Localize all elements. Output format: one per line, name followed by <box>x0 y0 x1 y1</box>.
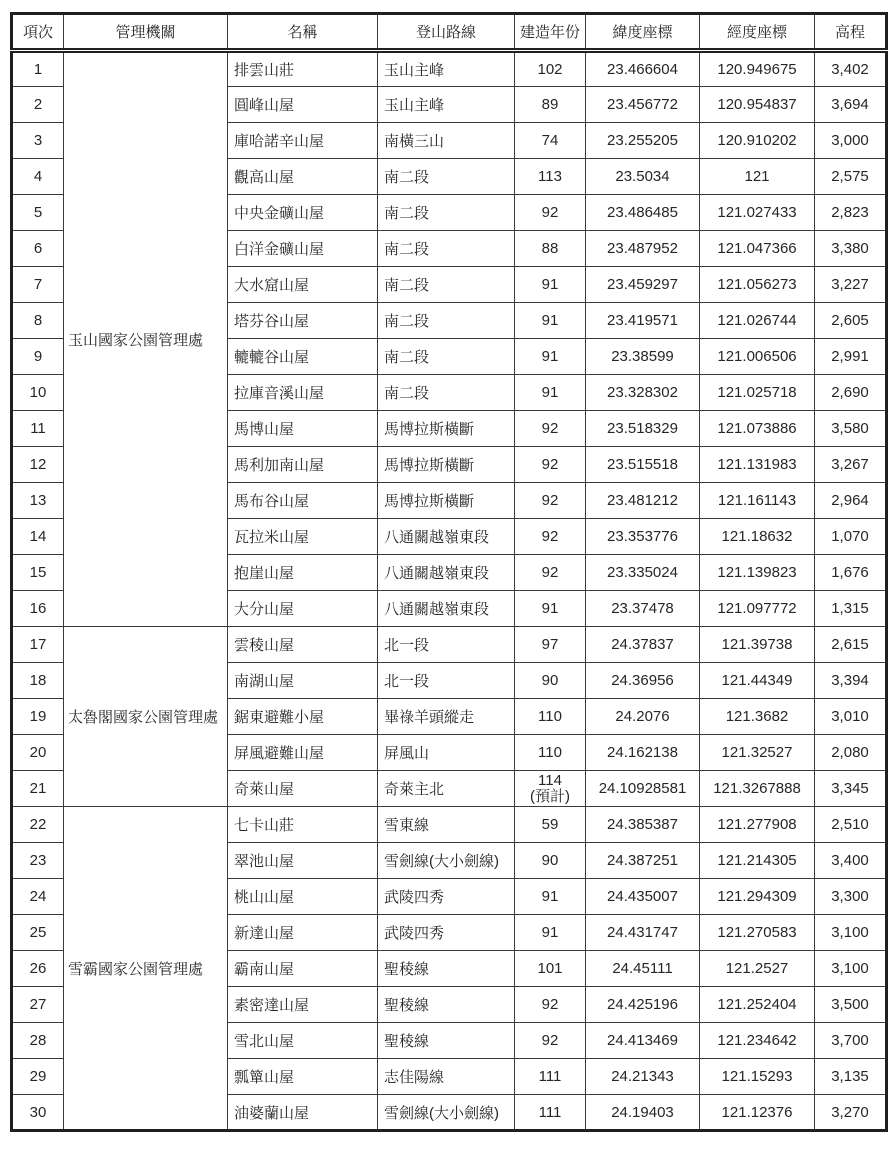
cell-latitude: 24.387251 <box>586 843 700 879</box>
cell-elevation: 3,345 <box>815 771 887 807</box>
cell-item-no: 19 <box>12 699 64 735</box>
cell-hut-name: 翠池山屋 <box>228 843 378 879</box>
cell-latitude: 23.328302 <box>586 375 700 411</box>
cell-longitude: 121.006506 <box>700 339 815 375</box>
cell-elevation: 2,964 <box>815 483 887 519</box>
cell-hut-name: 馬博山屋 <box>228 411 378 447</box>
cell-year: 114 (預計) <box>515 771 586 807</box>
cell-longitude: 121.39738 <box>700 627 815 663</box>
cell-longitude: 121.3682 <box>700 699 815 735</box>
cell-route: 八通關越嶺東段 <box>378 519 515 555</box>
cell-item-no: 1 <box>12 51 64 87</box>
cell-longitude: 121.161143 <box>700 483 815 519</box>
cell-latitude: 23.481212 <box>586 483 700 519</box>
col-header-lat: 緯度座標 <box>586 14 700 51</box>
cell-route: 南二段 <box>378 195 515 231</box>
cell-hut-name: 屏風避難山屋 <box>228 735 378 771</box>
cell-route: 南橫三山 <box>378 123 515 159</box>
cell-hut-name: 奇萊山屋 <box>228 771 378 807</box>
col-header-no: 項次 <box>12 14 64 51</box>
cell-elevation: 1,070 <box>815 519 887 555</box>
cell-item-no: 17 <box>12 627 64 663</box>
cell-elevation: 3,400 <box>815 843 887 879</box>
cell-longitude: 121.32527 <box>700 735 815 771</box>
cell-latitude: 23.466604 <box>586 51 700 87</box>
cell-item-no: 23 <box>12 843 64 879</box>
cell-longitude: 121.18632 <box>700 519 815 555</box>
cell-latitude: 24.19403 <box>586 1095 700 1131</box>
cell-item-no: 15 <box>12 555 64 591</box>
cell-year: 92 <box>515 447 586 483</box>
cell-elevation: 1,676 <box>815 555 887 591</box>
cell-hut-name: 雲稜山屋 <box>228 627 378 663</box>
cell-route: 玉山主峰 <box>378 51 515 87</box>
cell-elevation: 3,300 <box>815 879 887 915</box>
cell-year: 74 <box>515 123 586 159</box>
cell-item-no: 12 <box>12 447 64 483</box>
cell-longitude: 121.3267888 <box>700 771 815 807</box>
cell-latitude: 24.385387 <box>586 807 700 843</box>
cell-elevation: 2,605 <box>815 303 887 339</box>
cell-latitude: 24.45111 <box>586 951 700 987</box>
cell-hut-name: 中央金礦山屋 <box>228 195 378 231</box>
cell-latitude: 23.37478 <box>586 591 700 627</box>
cell-latitude: 23.456772 <box>586 87 700 123</box>
cell-hut-name: 大分山屋 <box>228 591 378 627</box>
cell-hut-name: 排雲山莊 <box>228 51 378 87</box>
cell-latitude: 23.487952 <box>586 231 700 267</box>
cell-latitude: 24.413469 <box>586 1023 700 1059</box>
cell-elevation: 3,227 <box>815 267 887 303</box>
cell-year: 91 <box>515 375 586 411</box>
cell-item-no: 24 <box>12 879 64 915</box>
cell-item-no: 18 <box>12 663 64 699</box>
cell-longitude: 121.047366 <box>700 231 815 267</box>
cell-route: 南二段 <box>378 231 515 267</box>
cell-hut-name: 白洋金礦山屋 <box>228 231 378 267</box>
cell-hut-name: 庫哈諾辛山屋 <box>228 123 378 159</box>
cell-year: 110 <box>515 735 586 771</box>
cell-hut-name: 桃山山屋 <box>228 879 378 915</box>
cell-hut-name: 南湖山屋 <box>228 663 378 699</box>
cell-item-no: 13 <box>12 483 64 519</box>
cell-item-no: 8 <box>12 303 64 339</box>
cell-item-no: 4 <box>12 159 64 195</box>
cell-elevation: 3,010 <box>815 699 887 735</box>
cell-hut-name: 素密達山屋 <box>228 987 378 1023</box>
cell-elevation: 2,991 <box>815 339 887 375</box>
cell-latitude: 23.419571 <box>586 303 700 339</box>
cell-route: 南二段 <box>378 267 515 303</box>
cell-elevation: 3,100 <box>815 915 887 951</box>
cell-year: 92 <box>515 483 586 519</box>
cell-hut-name: 轆轆谷山屋 <box>228 339 378 375</box>
table-row <box>12 807 887 843</box>
cell-route: 南二段 <box>378 159 515 195</box>
cell-year: 110 <box>515 699 586 735</box>
cell-hut-name: 油婆蘭山屋 <box>228 1095 378 1131</box>
cell-year: 90 <box>515 663 586 699</box>
cell-elevation: 2,690 <box>815 375 887 411</box>
cell-route: 南二段 <box>378 375 515 411</box>
cell-route: 聖稜線 <box>378 1023 515 1059</box>
col-header-route: 登山路線 <box>378 14 515 51</box>
cell-elevation: 3,270 <box>815 1095 887 1131</box>
cell-year: 89 <box>515 87 586 123</box>
cell-latitude: 24.2076 <box>586 699 700 735</box>
cell-longitude: 121.097772 <box>700 591 815 627</box>
cell-item-no: 6 <box>12 231 64 267</box>
cell-hut-name: 馬布谷山屋 <box>228 483 378 519</box>
cell-elevation: 3,380 <box>815 231 887 267</box>
cell-longitude: 121.270583 <box>700 915 815 951</box>
cell-year: 91 <box>515 915 586 951</box>
cell-year: 97 <box>515 627 586 663</box>
cell-route: 武陵四秀 <box>378 879 515 915</box>
cell-route: 北一段 <box>378 627 515 663</box>
cell-longitude: 120.954837 <box>700 87 815 123</box>
cell-hut-name: 拉庫音溪山屋 <box>228 375 378 411</box>
cell-elevation: 3,100 <box>815 951 887 987</box>
cell-item-no: 14 <box>12 519 64 555</box>
cell-longitude: 121.056273 <box>700 267 815 303</box>
cell-latitude: 24.431747 <box>586 915 700 951</box>
cell-longitude: 121 <box>700 159 815 195</box>
cell-agency: 雪霸國家公園管理處 <box>64 807 228 1131</box>
cell-year: 90 <box>515 843 586 879</box>
cell-agency: 玉山國家公園管理處 <box>64 51 228 627</box>
cell-year: 91 <box>515 879 586 915</box>
cell-longitude: 121.131983 <box>700 447 815 483</box>
cell-route: 雪劍線(大小劍線) <box>378 843 515 879</box>
cell-year: 91 <box>515 339 586 375</box>
table-header <box>12 14 887 51</box>
cell-item-no: 28 <box>12 1023 64 1059</box>
cell-elevation: 2,080 <box>815 735 887 771</box>
cell-year: 91 <box>515 591 586 627</box>
cell-route: 北一段 <box>378 663 515 699</box>
cell-route: 南二段 <box>378 303 515 339</box>
cell-longitude: 121.15293 <box>700 1059 815 1095</box>
cell-item-no: 16 <box>12 591 64 627</box>
cell-hut-name: 圓峰山屋 <box>228 87 378 123</box>
cell-route: 玉山主峰 <box>378 87 515 123</box>
cell-latitude: 23.255205 <box>586 123 700 159</box>
col-header-year: 建造年份 <box>515 14 586 51</box>
cell-hut-name: 大水窟山屋 <box>228 267 378 303</box>
cell-hut-name: 觀高山屋 <box>228 159 378 195</box>
cell-year: 111 <box>515 1095 586 1131</box>
cell-elevation: 3,402 <box>815 51 887 87</box>
header-row <box>12 14 887 51</box>
cell-latitude: 24.10928581 <box>586 771 700 807</box>
cell-longitude: 121.277908 <box>700 807 815 843</box>
cell-year: 59 <box>515 807 586 843</box>
cell-latitude: 23.518329 <box>586 411 700 447</box>
cell-year: 92 <box>515 1023 586 1059</box>
cell-longitude: 121.44349 <box>700 663 815 699</box>
cell-elevation: 3,135 <box>815 1059 887 1095</box>
col-header-name: 名稱 <box>228 14 378 51</box>
cell-item-no: 7 <box>12 267 64 303</box>
cell-year: 111 <box>515 1059 586 1095</box>
cell-year: 88 <box>515 231 586 267</box>
cell-hut-name: 瓦拉米山屋 <box>228 519 378 555</box>
cell-year: 92 <box>515 987 586 1023</box>
cell-longitude: 121.073886 <box>700 411 815 447</box>
cell-longitude: 121.294309 <box>700 879 815 915</box>
cell-item-no: 29 <box>12 1059 64 1095</box>
cell-year: 113 <box>515 159 586 195</box>
cell-route: 武陵四秀 <box>378 915 515 951</box>
cell-elevation: 3,267 <box>815 447 887 483</box>
cell-route: 南二段 <box>378 339 515 375</box>
col-header-lng: 經度座標 <box>700 14 815 51</box>
cell-longitude: 121.027433 <box>700 195 815 231</box>
cell-longitude: 121.026744 <box>700 303 815 339</box>
cell-elevation: 2,510 <box>815 807 887 843</box>
cell-longitude: 121.139823 <box>700 555 815 591</box>
cell-longitude: 121.025718 <box>700 375 815 411</box>
cell-year: 92 <box>515 555 586 591</box>
col-header-elev: 高程 <box>815 14 887 51</box>
cell-elevation: 2,575 <box>815 159 887 195</box>
table-row <box>12 627 887 663</box>
cell-elevation: 3,580 <box>815 411 887 447</box>
cell-hut-name: 鋸東避難小屋 <box>228 699 378 735</box>
cell-route: 八通關越嶺東段 <box>378 555 515 591</box>
cell-hut-name: 馬利加南山屋 <box>228 447 378 483</box>
cell-route: 聖稜線 <box>378 951 515 987</box>
cell-hut-name: 雪北山屋 <box>228 1023 378 1059</box>
cell-item-no: 10 <box>12 375 64 411</box>
cell-item-no: 25 <box>12 915 64 951</box>
cell-elevation: 2,615 <box>815 627 887 663</box>
cell-year: 92 <box>515 411 586 447</box>
cell-latitude: 23.335024 <box>586 555 700 591</box>
cell-year: 92 <box>515 519 586 555</box>
cell-hut-name: 新達山屋 <box>228 915 378 951</box>
cell-year: 91 <box>515 303 586 339</box>
cell-item-no: 11 <box>12 411 64 447</box>
cell-elevation: 3,000 <box>815 123 887 159</box>
cell-item-no: 22 <box>12 807 64 843</box>
cell-latitude: 23.38599 <box>586 339 700 375</box>
cell-item-no: 20 <box>12 735 64 771</box>
cell-route: 八通關越嶺東段 <box>378 591 515 627</box>
cell-latitude: 24.162138 <box>586 735 700 771</box>
cell-route: 雪東線 <box>378 807 515 843</box>
cell-hut-name: 塔芬谷山屋 <box>228 303 378 339</box>
cell-route: 奇萊主北 <box>378 771 515 807</box>
cell-agency: 太魯閣國家公園管理處 <box>64 627 228 807</box>
cell-hut-name: 七卡山莊 <box>228 807 378 843</box>
cell-route: 畢祿羊頭縱走 <box>378 699 515 735</box>
cell-latitude: 24.37837 <box>586 627 700 663</box>
cell-hut-name: 抱崖山屋 <box>228 555 378 591</box>
cell-route: 屏風山 <box>378 735 515 771</box>
cell-item-no: 30 <box>12 1095 64 1131</box>
cell-latitude: 23.5034 <box>586 159 700 195</box>
cell-latitude: 23.353776 <box>586 519 700 555</box>
cell-hut-name: 霸南山屋 <box>228 951 378 987</box>
cell-year: 92 <box>515 195 586 231</box>
cell-longitude: 120.949675 <box>700 51 815 87</box>
cell-elevation: 3,700 <box>815 1023 887 1059</box>
cell-latitude: 24.36956 <box>586 663 700 699</box>
cell-item-no: 3 <box>12 123 64 159</box>
cell-elevation: 3,500 <box>815 987 887 1023</box>
cell-route: 聖稜線 <box>378 987 515 1023</box>
cell-item-no: 27 <box>12 987 64 1023</box>
cell-route: 馬博拉斯橫斷 <box>378 447 515 483</box>
cell-item-no: 9 <box>12 339 64 375</box>
cell-latitude: 23.459297 <box>586 267 700 303</box>
cell-longitude: 121.2527 <box>700 951 815 987</box>
cell-longitude: 121.234642 <box>700 1023 815 1059</box>
cell-item-no: 26 <box>12 951 64 987</box>
cell-latitude: 23.515518 <box>586 447 700 483</box>
cell-route: 馬博拉斯橫斷 <box>378 411 515 447</box>
cell-latitude: 24.21343 <box>586 1059 700 1095</box>
cell-route: 馬博拉斯橫斷 <box>378 483 515 519</box>
table-row <box>12 51 887 87</box>
cell-latitude: 23.486485 <box>586 195 700 231</box>
table-body <box>12 51 887 1131</box>
cell-elevation: 1,315 <box>815 591 887 627</box>
cell-route: 志佳陽線 <box>378 1059 515 1095</box>
cell-longitude: 121.214305 <box>700 843 815 879</box>
mountain-huts-table <box>10 12 888 1132</box>
cell-item-no: 2 <box>12 87 64 123</box>
cell-longitude: 121.12376 <box>700 1095 815 1131</box>
cell-elevation: 3,694 <box>815 87 887 123</box>
cell-item-no: 5 <box>12 195 64 231</box>
cell-latitude: 24.425196 <box>586 987 700 1023</box>
cell-year: 91 <box>515 267 586 303</box>
cell-elevation: 2,823 <box>815 195 887 231</box>
cell-year: 102 <box>515 51 586 87</box>
cell-latitude: 24.435007 <box>586 879 700 915</box>
col-header-agency: 管理機關 <box>64 14 228 51</box>
cell-longitude: 120.910202 <box>700 123 815 159</box>
cell-elevation: 3,394 <box>815 663 887 699</box>
cell-route: 雪劍線(大小劍線) <box>378 1095 515 1131</box>
cell-longitude: 121.252404 <box>700 987 815 1023</box>
cell-hut-name: 瓢簞山屋 <box>228 1059 378 1095</box>
cell-item-no: 21 <box>12 771 64 807</box>
cell-year: 101 <box>515 951 586 987</box>
